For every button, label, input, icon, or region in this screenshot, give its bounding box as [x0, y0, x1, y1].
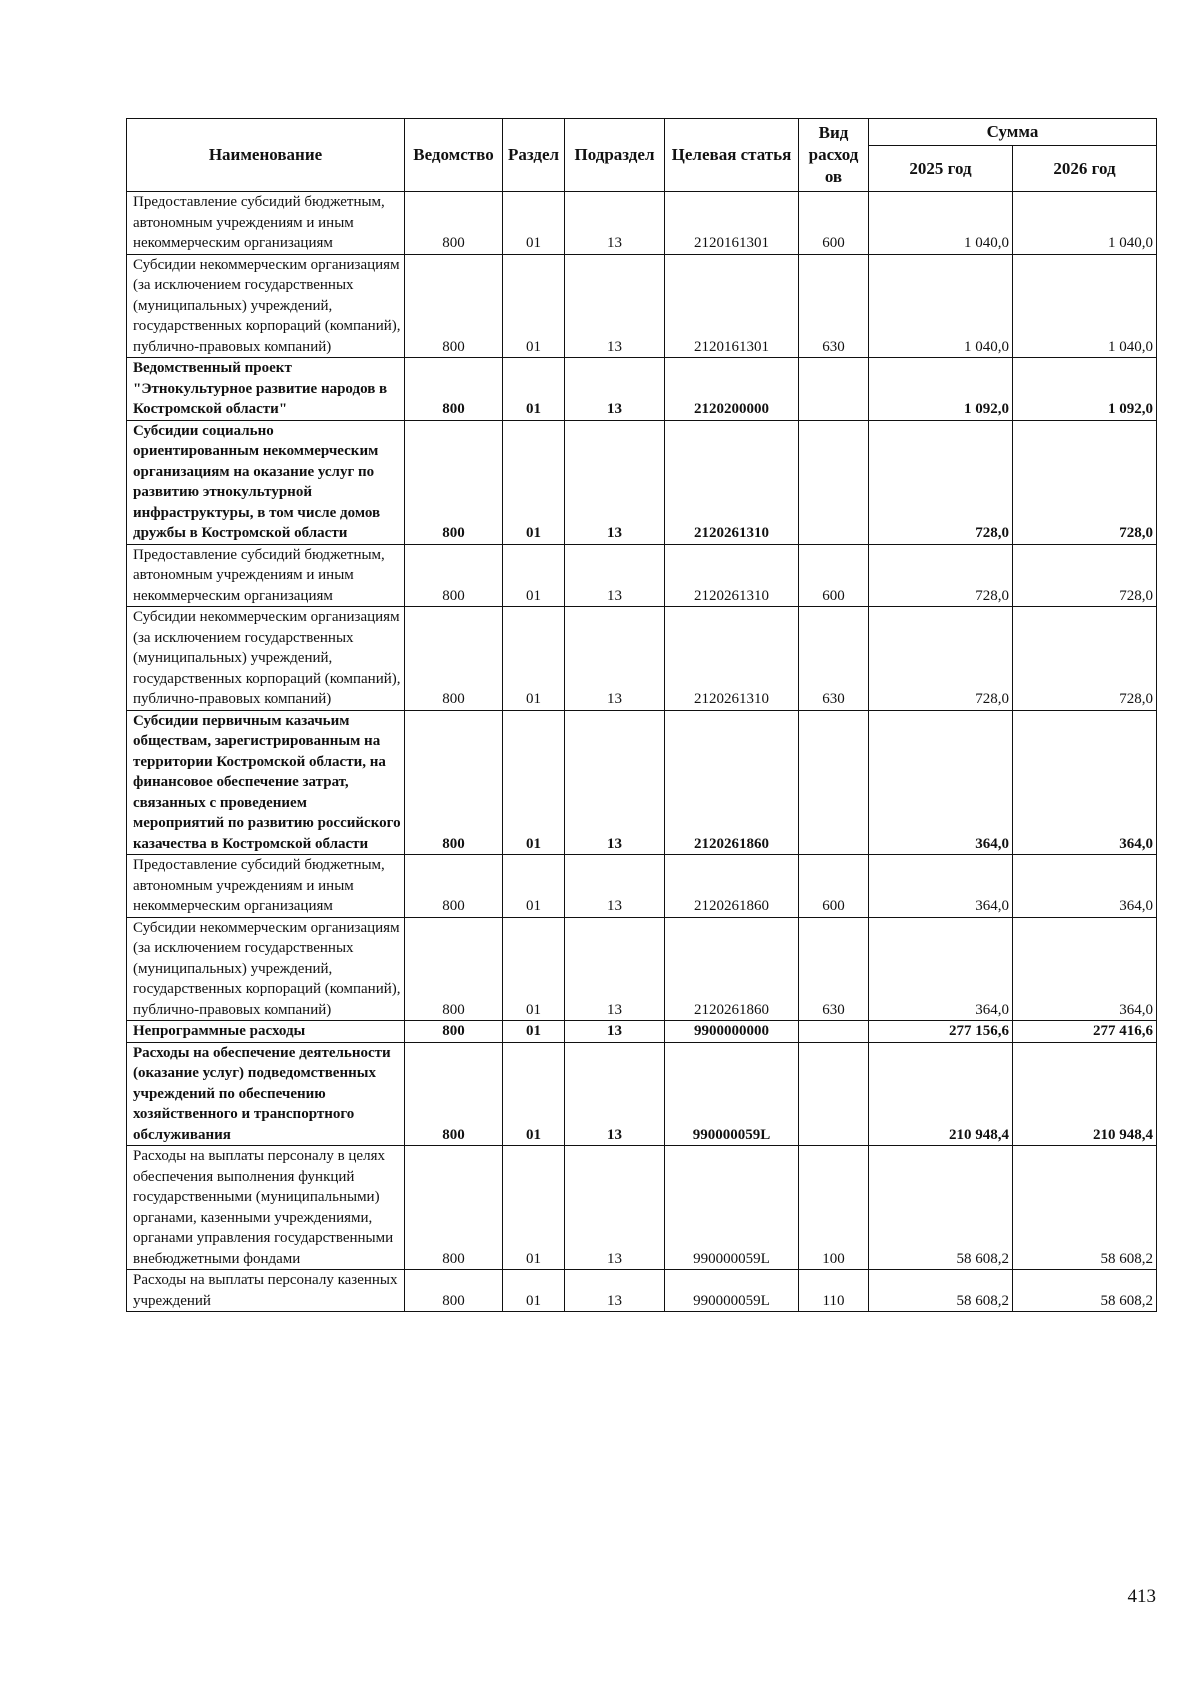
cell-sum-2025: 728,0: [869, 607, 1013, 711]
cell-sum-2025: 728,0: [869, 420, 1013, 544]
cell-dept: 800: [405, 710, 503, 855]
header-subsection: Подраздел: [565, 119, 665, 192]
cell-name: Предоставление субсидий бюджетным, автономным учреждениям и иным некоммерческим организациям: [127, 544, 405, 607]
cell-expense-type: [799, 1021, 869, 1043]
cell-target: 2120261860: [665, 917, 799, 1021]
cell-section: 01: [503, 254, 565, 358]
cell-target: 2120200000: [665, 358, 799, 421]
cell-subsection: 13: [565, 1021, 665, 1043]
cell-sum-2026: 364,0: [1013, 855, 1157, 918]
table-row: [127, 1146, 1157, 1270]
budget-table-container: [126, 118, 1156, 1312]
header-expense-type: Вид расход ов: [799, 119, 869, 192]
table-header: [127, 119, 1157, 192]
cell-expense-type: 100: [799, 1146, 869, 1270]
cell-expense-type: [799, 420, 869, 544]
cell-subsection: 13: [565, 192, 665, 255]
header-dept: Ведомство: [405, 119, 503, 192]
cell-dept: 800: [405, 544, 503, 607]
cell-dept: 800: [405, 1021, 503, 1043]
cell-target: 2120261860: [665, 855, 799, 918]
cell-name: Расходы на выплаты персоналу в целях обеспечения выполнения функций государственными (муниципальными) органами, казенными учреждениями, органами управления государственными внебюджетными фондами: [127, 1146, 405, 1270]
cell-sum-2025: 1 040,0: [869, 192, 1013, 255]
cell-sum-2026: 728,0: [1013, 420, 1157, 544]
cell-name: Субсидии некоммерческим организациям (за исключением государственных (муниципальных) учреждений, государственных корпораций (компаний), публично-правовых компаний): [127, 607, 405, 711]
cell-sum-2026: 1 040,0: [1013, 192, 1157, 255]
table-row: [127, 1021, 1157, 1043]
cell-sum-2025: 364,0: [869, 917, 1013, 1021]
header-sum: Сумма: [869, 119, 1157, 146]
cell-section: 01: [503, 917, 565, 1021]
cell-subsection: 13: [565, 420, 665, 544]
cell-name: Субсидии некоммерческим организациям (за исключением государственных (муниципальных) учреждений, государственных корпораций (компаний), публично-правовых компаний): [127, 917, 405, 1021]
cell-dept: 800: [405, 855, 503, 918]
cell-expense-type: 600: [799, 192, 869, 255]
cell-name: Расходы на обеспечение деятельности (оказание услуг) подведомственных учреждений по обеспечению хозяйственного и транспортного обслуживания: [127, 1042, 405, 1146]
cell-dept: 800: [405, 420, 503, 544]
cell-sum-2026: 1 092,0: [1013, 358, 1157, 421]
cell-expense-type: 600: [799, 855, 869, 918]
cell-target: 990000059L: [665, 1042, 799, 1146]
cell-subsection: 13: [565, 855, 665, 918]
cell-sum-2025: 1 040,0: [869, 254, 1013, 358]
cell-subsection: 13: [565, 1270, 665, 1312]
cell-expense-type: 630: [799, 607, 869, 711]
cell-sum-2026: 728,0: [1013, 544, 1157, 607]
header-year-2026: 2026 год: [1013, 146, 1157, 192]
cell-expense-type: 600: [799, 544, 869, 607]
cell-section: 01: [503, 420, 565, 544]
cell-sum-2025: 364,0: [869, 710, 1013, 855]
table-row: [127, 1042, 1157, 1146]
cell-sum-2026: 1 040,0: [1013, 254, 1157, 358]
cell-expense-type: [799, 358, 869, 421]
cell-name: Предоставление субсидий бюджетным, автономным учреждениям и иным некоммерческим организациям: [127, 192, 405, 255]
cell-target: 2120161301: [665, 254, 799, 358]
cell-sum-2026: 728,0: [1013, 607, 1157, 711]
cell-section: 01: [503, 1021, 565, 1043]
cell-subsection: 13: [565, 254, 665, 358]
table-row: [127, 192, 1157, 255]
cell-sum-2025: 364,0: [869, 855, 1013, 918]
cell-sum-2025: 58 608,2: [869, 1270, 1013, 1312]
cell-subsection: 13: [565, 544, 665, 607]
cell-subsection: 13: [565, 917, 665, 1021]
cell-name: Субсидии первичным казачьим обществам, зарегистрированным на территории Костромской области, на финансовое обеспечение затрат, связанных с проведением мероприятий по развитию российского казачества в Костромской области: [127, 710, 405, 855]
table-row: [127, 544, 1157, 607]
cell-name: Непрограммные расходы: [127, 1021, 405, 1043]
cell-sum-2026: 364,0: [1013, 917, 1157, 1021]
cell-sum-2026: 58 608,2: [1013, 1146, 1157, 1270]
budget-table: [126, 118, 1157, 1312]
cell-expense-type: 630: [799, 917, 869, 1021]
cell-sum-2025: 58 608,2: [869, 1146, 1013, 1270]
cell-target: 2120261860: [665, 710, 799, 855]
cell-subsection: 13: [565, 607, 665, 711]
cell-subsection: 13: [565, 1042, 665, 1146]
cell-expense-type: [799, 1042, 869, 1146]
cell-target: 2120261310: [665, 544, 799, 607]
table-row: [127, 917, 1157, 1021]
cell-dept: 800: [405, 254, 503, 358]
table-row: [127, 420, 1157, 544]
header-name: Наименование: [127, 119, 405, 192]
cell-section: 01: [503, 544, 565, 607]
table-row: [127, 1270, 1157, 1312]
cell-expense-type: 110: [799, 1270, 869, 1312]
header-target: Целевая статья: [665, 119, 799, 192]
table-row: [127, 607, 1157, 711]
cell-section: 01: [503, 1146, 565, 1270]
cell-name: Предоставление субсидий бюджетным, автономным учреждениям и иным некоммерческим организациям: [127, 855, 405, 918]
header-section: Раздел: [503, 119, 565, 192]
cell-target: 2120261310: [665, 607, 799, 711]
cell-expense-type: 630: [799, 254, 869, 358]
cell-dept: 800: [405, 1146, 503, 1270]
cell-name: Субсидии некоммерческим организациям (за исключением государственных (муниципальных) учреждений, государственных корпораций (компаний), публично-правовых компаний): [127, 254, 405, 358]
cell-sum-2025: 210 948,4: [869, 1042, 1013, 1146]
table-body: [127, 192, 1157, 1312]
cell-dept: 800: [405, 1042, 503, 1146]
cell-target: 990000059L: [665, 1270, 799, 1312]
cell-expense-type: [799, 710, 869, 855]
cell-section: 01: [503, 1270, 565, 1312]
cell-sum-2025: 728,0: [869, 544, 1013, 607]
cell-sum-2025: 1 092,0: [869, 358, 1013, 421]
cell-name: Ведомственный проект "Этнокультурное развитие народов в Костромской области": [127, 358, 405, 421]
cell-name: Расходы на выплаты персоналу казенных учреждений: [127, 1270, 405, 1312]
cell-dept: 800: [405, 607, 503, 711]
cell-target: 2120161301: [665, 192, 799, 255]
cell-sum-2026: 364,0: [1013, 710, 1157, 855]
cell-target: 9900000000: [665, 1021, 799, 1043]
page-number: 413: [1127, 1586, 1156, 1607]
table-row: [127, 710, 1157, 855]
cell-target: 2120261310: [665, 420, 799, 544]
cell-dept: 800: [405, 192, 503, 255]
cell-subsection: 13: [565, 1146, 665, 1270]
cell-section: 01: [503, 607, 565, 711]
cell-dept: 800: [405, 358, 503, 421]
cell-name: Субсидии социально ориентированным некоммерческим организациям на оказание услуг по развитию этнокультурной инфраструктуры, в том числе домов дружбы в Костромской области: [127, 420, 405, 544]
cell-target: 990000059L: [665, 1146, 799, 1270]
table-row: [127, 254, 1157, 358]
cell-section: 01: [503, 1042, 565, 1146]
cell-section: 01: [503, 192, 565, 255]
cell-subsection: 13: [565, 710, 665, 855]
cell-subsection: 13: [565, 358, 665, 421]
header-year-2025: 2025 год: [869, 146, 1013, 192]
cell-dept: 800: [405, 917, 503, 1021]
cell-section: 01: [503, 710, 565, 855]
cell-sum-2025: 277 156,6: [869, 1021, 1013, 1043]
cell-section: 01: [503, 358, 565, 421]
cell-sum-2026: 210 948,4: [1013, 1042, 1157, 1146]
table-row: [127, 358, 1157, 421]
cell-sum-2026: 58 608,2: [1013, 1270, 1157, 1312]
cell-sum-2026: 277 416,6: [1013, 1021, 1157, 1043]
table-row: [127, 855, 1157, 918]
cell-section: 01: [503, 855, 565, 918]
cell-dept: 800: [405, 1270, 503, 1312]
